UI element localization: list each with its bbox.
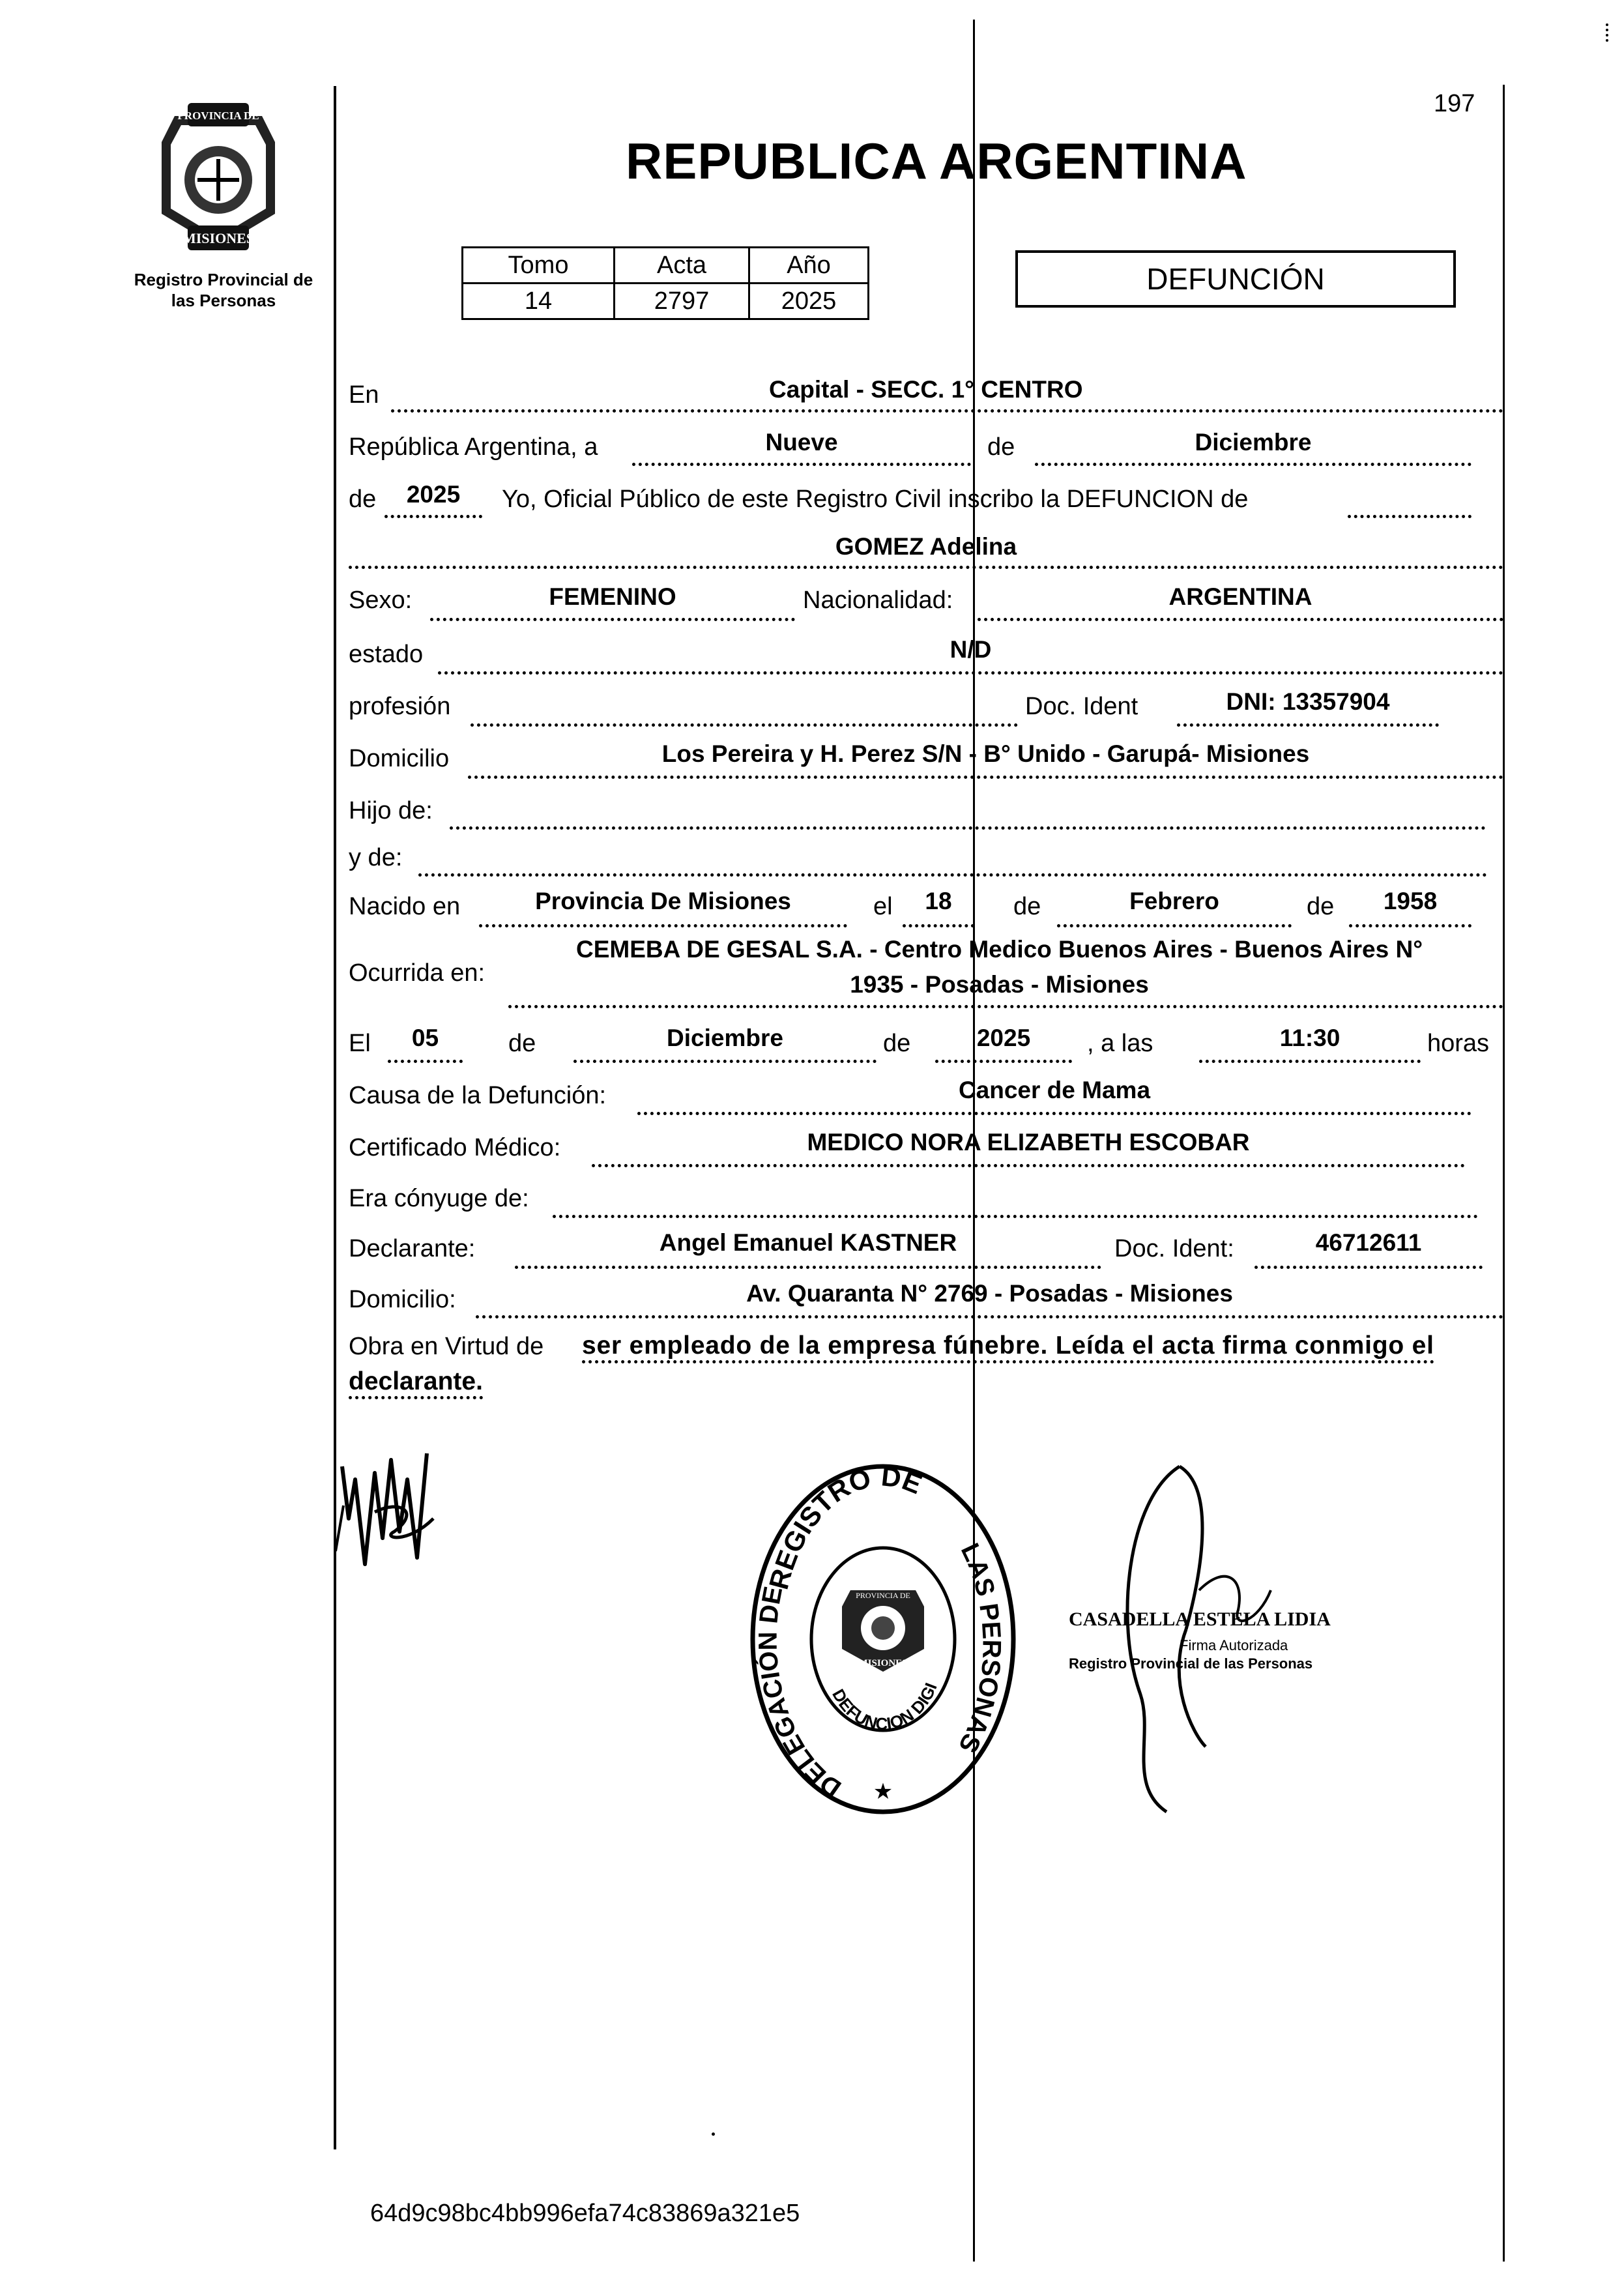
record-type: DEFUNCIÓN <box>1146 262 1325 296</box>
line-en <box>391 409 1503 413</box>
value-estado: N/D <box>950 636 992 663</box>
corner-mark <box>1606 23 1611 42</box>
line-nacionalidad <box>978 618 1503 621</box>
label-causa: Causa de la Defunción: <box>349 1082 607 1109</box>
line-certificado <box>592 1164 1465 1167</box>
value-nacido-lugar: Provincia De Misiones <box>535 888 791 914</box>
stray-dot <box>712 2132 715 2136</box>
value-fallec-dia: 05 <box>411 1025 439 1051</box>
header-tomo: Tomo <box>463 248 615 284</box>
stamp-logo-bottom: MISIONES <box>858 1658 908 1668</box>
stamp-ring-top: REGISTRO DE <box>762 1461 927 1593</box>
stamp-ring-right: LAS PERSONAS <box>953 1539 1006 1758</box>
stamp-logo-top: PROVINCIA DE <box>856 1591 910 1600</box>
value-dia-registro: Nueve <box>765 429 838 456</box>
label-doc-ident: Doc. Ident <box>1025 693 1138 720</box>
value-fallec-hora: 11:30 <box>1279 1025 1341 1051</box>
line-mes <box>1035 463 1472 466</box>
value-acta: 2797 <box>615 284 749 319</box>
label-estado: estado <box>349 641 424 668</box>
value-nacido-mes: Febrero <box>1129 888 1219 914</box>
value-anio-registro: 2025 <box>406 481 461 508</box>
line-conyuge <box>553 1215 1478 1218</box>
value-obra-linea2: declarante. <box>349 1367 483 1399</box>
svg-text:PROVINCIA DE: PROVINCIA DE <box>177 109 259 122</box>
record-type-box <box>1015 250 1456 308</box>
svg-text:MISIONES: MISIONES <box>182 230 255 246</box>
line-dia <box>632 463 971 466</box>
value-nacionalidad: ARGENTINA <box>1168 583 1312 610</box>
signatory-role: Firma Autorizada <box>1180 1637 1288 1653</box>
line-nacido-lugar <box>479 924 847 927</box>
label-yo-oficial: Yo, Oficial Público de este Registro Civil inscribo la DEFUNCION de <box>502 486 1249 513</box>
line-estado <box>438 671 1503 675</box>
value-certificado: MEDICO NORA ELIZABETH ESCOBAR <box>807 1129 1250 1156</box>
label-a-las: , a las <box>1087 1030 1153 1057</box>
line-fallec-anio <box>935 1060 1072 1063</box>
value-mes-registro: Diciembre <box>1195 429 1312 456</box>
value-fallec-mes: Diciembre <box>667 1025 783 1051</box>
document-title: REPUBLICA ARGENTINA <box>626 132 1247 190</box>
svg-text:REGISTRO DE <box>763 1461 927 1592</box>
value-nacido-anio: 1958 <box>1383 888 1438 914</box>
label-de-5: de <box>508 1030 536 1057</box>
stamp-ring-left: DELEGACIÓN DE <box>753 1584 847 1803</box>
registry-name: Registro Provincial de las Personas <box>134 270 313 310</box>
declarant-signature <box>329 1440 446 1590</box>
value-ocurrida-linea2: 1935 - Posadas - Misiones <box>850 971 1149 998</box>
signatory-name: CASADELLA ESTELA LIDIA <box>1069 1608 1331 1630</box>
value-causa: Cancer de Mama <box>958 1077 1151 1103</box>
value-anio: 2025 <box>749 284 869 319</box>
label-hijo-de: Hijo de: <box>349 797 433 824</box>
label-de-2: de <box>349 486 377 513</box>
line-anio <box>384 515 482 518</box>
line-sexo <box>430 618 795 621</box>
label-ocurrida-en: Ocurrida en: <box>349 959 486 987</box>
label-sexo: Sexo: <box>349 587 413 614</box>
label-de-4: de <box>1307 893 1335 920</box>
stamp-inner: DEFUNCION DIGI <box>828 1680 941 1734</box>
value-tomo: 14 <box>463 284 615 319</box>
line-ocurrida <box>508 1005 1503 1008</box>
label-certificado: Certificado Médico: <box>349 1134 561 1161</box>
line-fallec-mes <box>573 1060 877 1063</box>
label-de-6: de <box>883 1030 911 1057</box>
value-sexo: FEMENINO <box>549 583 676 610</box>
line-declarante-doc <box>1254 1266 1483 1269</box>
line-y-de <box>418 873 1487 877</box>
value-domicilio: Los Pereira y H. Perez S/N - B° Unido - Garupá- Misiones <box>661 740 1310 767</box>
line-profesion <box>471 723 1018 727</box>
label-de-3: de <box>1013 893 1041 920</box>
value-nombre: GOMEZ Adelina <box>835 533 1017 560</box>
page-number: 197 <box>1434 90 1475 117</box>
value-declarante-domicilio: Av. Quaranta N° 2769 - Posadas - Misiones <box>746 1280 1233 1307</box>
line-domicilio <box>468 776 1503 779</box>
label-horas: horas <box>1427 1030 1490 1057</box>
document-hash: 64d9c98bc4bb996efa74c83869a321e5 <box>370 2200 800 2227</box>
label-doc-ident-2: Doc. Ident: <box>1114 1235 1234 1262</box>
value-nacido-dia: 18 <box>925 888 952 914</box>
line-nacido-anio <box>1349 924 1472 927</box>
line-dni <box>1177 723 1439 727</box>
official-stamp <box>743 1460 1023 1818</box>
label-declarante: Declarante: <box>349 1235 476 1262</box>
value-fallec-anio: 2025 <box>976 1025 1031 1051</box>
label-el: el <box>873 893 893 920</box>
label-profesion: profesión <box>349 693 451 720</box>
label-nacionalidad: Nacionalidad: <box>803 587 953 614</box>
line-nacido-dia <box>903 924 974 927</box>
line-yo-end <box>1348 515 1472 518</box>
signatory-office: Registro Provincial de las Personas <box>1069 1655 1313 1672</box>
label-el-cap: El <box>349 1030 371 1057</box>
line-fallec-dia <box>388 1060 463 1063</box>
line-declarante-domicilio <box>476 1315 1503 1318</box>
left-margin-line <box>334 86 336 2149</box>
line-fallec-hora <box>1199 1060 1421 1063</box>
label-domicilio-2: Domicilio: <box>349 1286 456 1313</box>
stamp-star: ★ <box>873 1779 893 1804</box>
label-nacido-en: Nacido en <box>349 893 461 920</box>
line-hijo-de <box>450 826 1486 830</box>
value-lugar: Capital - SECC. 1° CENTRO <box>769 376 1083 403</box>
header-acta: Acta <box>615 248 749 284</box>
value-declarante-doc: 46712611 <box>1315 1229 1422 1256</box>
label-de-1: de <box>987 433 1015 461</box>
record-table <box>461 246 869 320</box>
line-nombre <box>349 566 1503 569</box>
label-en: En <box>349 381 379 409</box>
value-obra-linea1: ser empleado de la empresa fúnebre. Leída el acta firma conmigo el <box>582 1331 1434 1363</box>
label-domicilio: Domicilio <box>349 745 450 772</box>
line-nacido-mes <box>1057 924 1292 927</box>
value-declarante: Angel Emanuel KASTNER <box>659 1229 957 1256</box>
label-obra: Obra en Virtud de <box>349 1333 544 1360</box>
province-logo <box>149 103 288 253</box>
value-ocurrida-linea1: CEMEBA DE GESAL S.A. - Centro Medico Buenos Aires - Buenos Aires N° <box>575 936 1423 963</box>
line-declarante <box>515 1266 1101 1269</box>
header-anio: Año <box>749 248 869 284</box>
label-conyuge: Era cónyuge de: <box>349 1185 529 1212</box>
value-dni: DNI: 13357904 <box>1226 688 1390 715</box>
label-y-de: y de: <box>349 844 403 871</box>
label-republica: República Argentina, a <box>349 433 598 461</box>
line-causa <box>637 1112 1472 1115</box>
